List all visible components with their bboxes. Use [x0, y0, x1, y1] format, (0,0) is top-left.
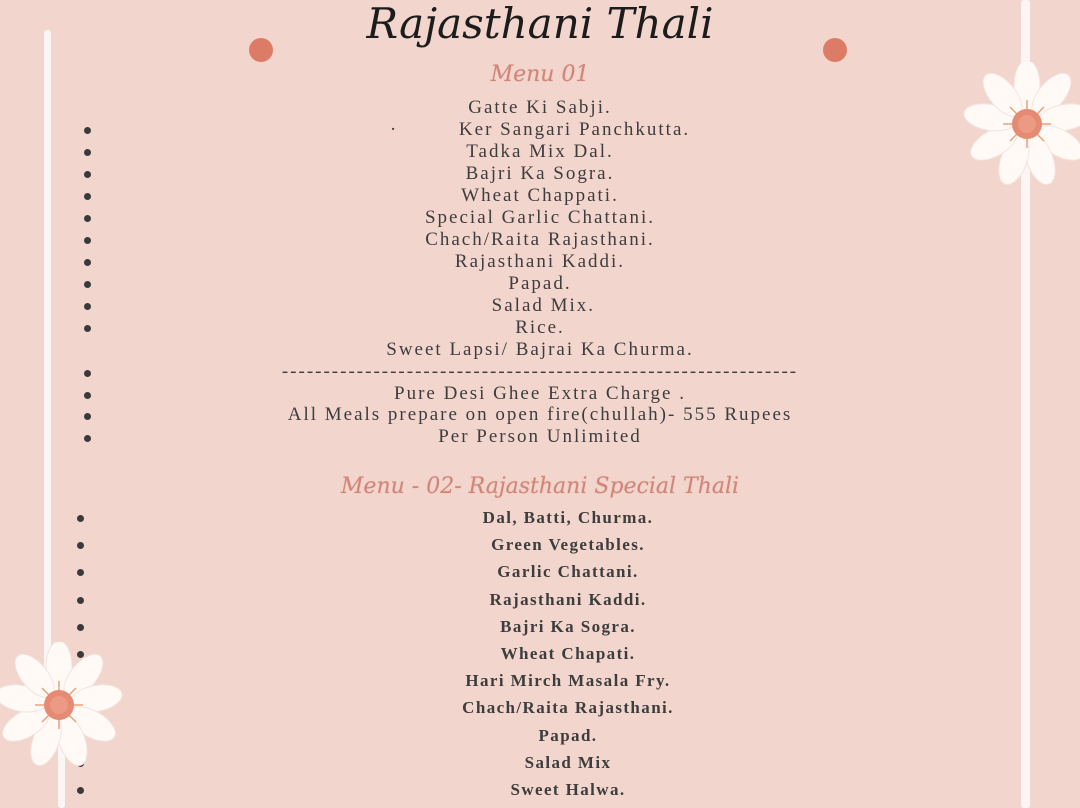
daisy-flower-icon: [0, 642, 123, 768]
menu1-item: --------------------------------------------------------------: [281, 361, 799, 382]
bullet-icon: [84, 435, 91, 442]
menu2-item: Papad.: [538, 725, 598, 745]
menu1-item: Tadka Mix Dal.: [466, 141, 614, 162]
menu1-item: Wheat Chappati.: [461, 185, 619, 206]
bullet-icon: [84, 149, 91, 156]
menu1-item: · Ker Sangari Panchkutta.: [389, 119, 691, 140]
menu1-item: Salad Mix.: [484, 295, 596, 316]
bullet-icon: [77, 515, 84, 522]
bullet-icon: [84, 259, 91, 266]
menu2-item: Wheat Chapati.: [500, 644, 636, 663]
menu1-item: Pure Desi Ghee Extra Charge .: [394, 383, 686, 404]
menu1-item: All Meals prepare on open fire(chullah)- 555 Rupees: [287, 404, 793, 425]
daisy-flower-icon: [962, 62, 1080, 186]
menu1-item: Rice.: [515, 317, 565, 338]
bullet-icon: [84, 413, 91, 420]
menu1-item: Papad.: [508, 273, 572, 294]
bullet-icon: [84, 193, 91, 200]
page-title: Rajasthani Thali: [366, 0, 714, 48]
menu1-item: Bajri Ka Sogra.: [465, 163, 615, 184]
bullet-icon: [84, 171, 91, 178]
bullet-icon: [84, 281, 91, 288]
menu2-item: Bajri Ka Sogra.: [500, 616, 636, 636]
menu1-item: Rajasthani Kaddi.: [454, 251, 626, 272]
menu2-item: Salad Mix: [524, 752, 612, 772]
menu2-item: Dal, Batti, Churma.: [482, 508, 654, 527]
bullet-icon: [77, 787, 84, 794]
accent-dot-left: [249, 38, 273, 62]
menu2-heading: Menu - 02- Rajasthani Special Thali: [340, 474, 740, 499]
bullet-icon: [84, 237, 91, 244]
menu2-item: Garlic Chattani.: [497, 562, 639, 582]
bullet-icon: [84, 303, 91, 310]
bullet-icon: [84, 325, 91, 332]
bullet-icon: [84, 370, 91, 377]
menu1-item: Gatte Ki Sabji.: [468, 97, 612, 118]
bullet-icon: [84, 392, 91, 399]
menu1-item: Sweet Lapsi/ Bajrai Ka Churma.: [386, 339, 694, 360]
bullet-icon: [77, 597, 84, 604]
menu2-item: Green Vegetables.: [491, 535, 645, 555]
accent-dot-right: [823, 38, 847, 62]
menu2-item: Rajasthani Kaddi.: [489, 589, 647, 609]
bullet-icon: [84, 127, 91, 134]
bullet-icon: [77, 624, 84, 631]
menu1-heading: Menu 01: [490, 62, 590, 87]
menu1-item: Chach/Raita Rajasthani.: [425, 229, 655, 250]
menu1-item: Special Garlic Chattani.: [424, 207, 656, 228]
bullet-icon: [84, 215, 91, 222]
menu2-item: Sweet Halwa.: [510, 780, 626, 799]
menu1-item: Per Person Unlimited: [438, 426, 642, 447]
menu2-item: Hari Mirch Masala Fry.: [465, 671, 671, 691]
menu2-item: Chach/Raita Rajasthani.: [462, 698, 674, 718]
